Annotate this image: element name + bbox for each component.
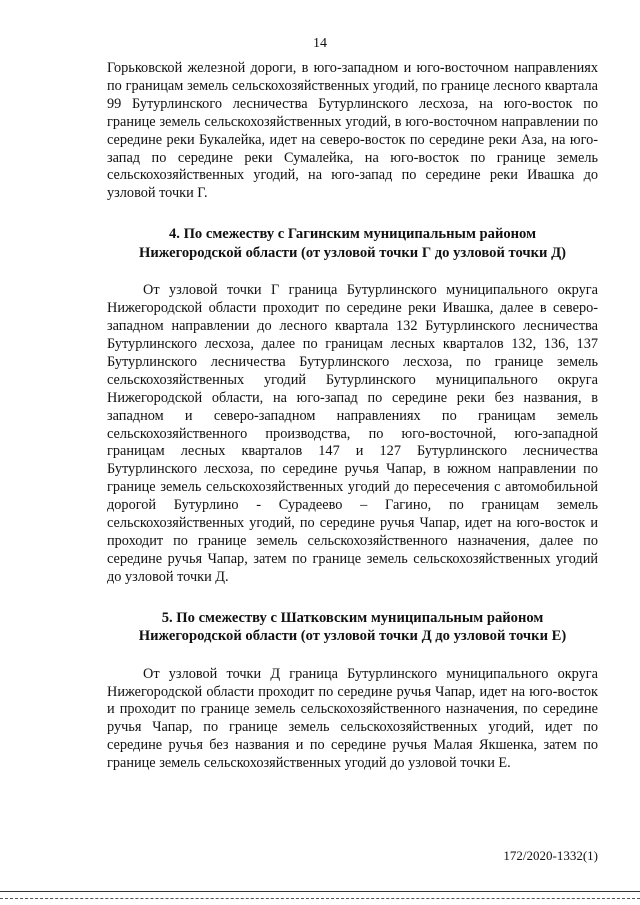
footer-divider [0, 891, 640, 892]
section-4-heading-line-2: Нижегородской области (от узловой точки Г до узловой точки Д) [139, 244, 566, 261]
section-5-heading-line-2: Нижегородской области (от узловой точки Д до узловой точки Е) [138, 628, 567, 645]
footer-dashed-divider [0, 898, 640, 899]
section-4-heading-line-1: 4. По смежеству с Гагинским муниципальным районом [168, 226, 537, 243]
section-5-heading-line-1: 5. По смежеству с Шатковским муниципальным районом [161, 609, 544, 626]
intro-paragraph: Горьковской железной дороги, в юго-западном и юго-восточном направлениях по границам земель сельскохозяйственных угодий, по границе лесного квартала 99 Бутурлинского лесничества Бутурлинского лесхоза, на юго-восток по границе земель сельскохозяйственных угодий, в юго-восточном направлении по середине реки Букалейка, идет на северо-восток по середине реки Аза, на юго-запад по середине реки Сумалейка, на юго-восток по границе земель сельскохозяйственных угодий, на юго-запад по середине реки Ивашка до узловой точки Г. [107, 60, 598, 202]
document-code: 172/2020-1332(1) [503, 848, 598, 863]
section-5-paragraph: От узловой точки Д граница Бутурлинского муниципального округа Нижегородской области проходит по середине ручья Чапар, идет на юго-восток и проходит по границе земель сельскохозяйственного назначения, по середине ручья Чапар, по границе земель сельскохозяйственных угодий, идет по середине ручья без названия и по середине ручья Малая Якшенка, затем по границе земель сельскохозяйственных угодий до узловой точки Е. [107, 665, 598, 772]
section-4-heading [107, 225, 598, 262]
section-4-paragraph: От узловой точки Г граница Бутурлинского муниципального округа Нижегородской области проходит по середине реки Ивашка, далее в северо-западном направлении до лесного квартала 132 Бутурлинского лесничества Бутурлинского лесхоза, далее по границам лесных кварталов 132, 136, 137 Бутурлинского лесничества Бутурлинского лесхоза, по границе земель сельскохозяйственных угодий Бутурлинского муниципального округа Нижегородской области, на юго-запад по середине реки без названия, в западном и северо-западном направлениях по границам земель сельскохозяйственного производства, по юго-восточной, юго-западной границам лесных кварталов 147 и 127 Бутурлинского лесничества Бутурлинского лесхоза, по середине ручья Чапар, в южном направлении по границе земель сельскохозяйственных угодий до пересечения с автомобильной дорогой Бутурлино - Сурадеево – Гагино, по границам земель сельскохозяйственных угодий, по середине ручья Чапар, идет на юго-восток и проходит по границе земель сельскохозяйственного назначения, далее по середине ручья Чапар, затем по границе земель сельскохозяйственных угодий до узловой точки Д. [107, 282, 598, 585]
page-number: 14 [313, 36, 327, 51]
section-5-heading [107, 609, 598, 646]
document-body [107, 60, 598, 773]
